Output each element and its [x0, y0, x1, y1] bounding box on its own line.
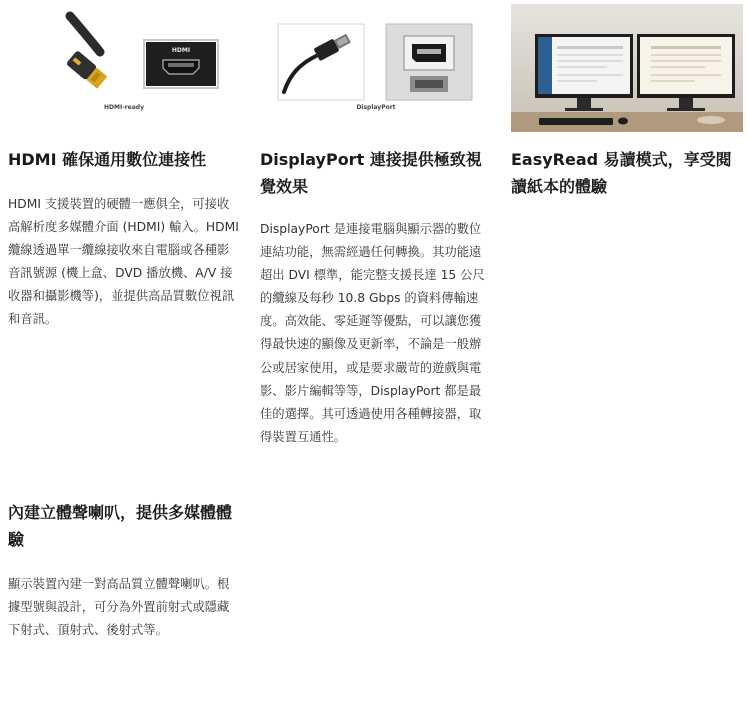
hdmi-image-caption: HDMI-ready: [104, 104, 144, 111]
displayport-image-caption: DisplayPort: [356, 104, 396, 111]
displayport-description: DisplayPort 是連接電腦與顯示器的數位連結功能，無需經過任何轉換。其功能遠超出 DVI 標準，能完整支援長達 15 公尺的纜線及每秒 10.8 Gbps 的資料傳輸速度。高效能、零延遲等優點，可以讓您獲得最快速的顯像及更新率，不論是一般辦公或居家使用，或是要求嚴苛的遊戲與電影、影片編輯等等，DisplayPort 都是最佳的選擇。其可透過使用各種轉接器，取得裝置互通性。: [260, 222, 485, 444]
easyread-feature: [511, 146, 743, 200]
hdmi-port-label: HDMI: [171, 47, 191, 54]
monitors-photo-icon: [511, 4, 743, 132]
speakers-heading: 內建立體聲喇叭，提供多媒體體驗: [8, 503, 233, 549]
displayport-feature: [260, 146, 492, 449]
hdmi-image: [8, 4, 240, 128]
hdmi-heading: HDMI 確保通用數位連接性: [8, 150, 207, 169]
speakers-description: 顯示裝置內建一對高品質立體聲喇叭。根據型號與設計，可分為外置前射式或隱藏下射式、頂射式、後射式等。: [8, 577, 230, 638]
hdmi-feature: [8, 146, 240, 332]
displayport-image: [260, 4, 492, 128]
easyread-image: [511, 4, 743, 132]
easyread-heading: EasyRead 易讀模式，享受閱讀紙本的體驗: [511, 150, 732, 196]
displayport-heading: DisplayPort 連接提供極致視覺效果: [260, 150, 482, 196]
speakers-feature: [8, 499, 240, 642]
hdmi-description: HDMI 支援裝置的硬體一應俱全，可接收高解析度多媒體介面 (HDMI) 輸入。HDMI 纜線透過單一纜線接收來自電腦或各種影音訊號源 (機上盒、DVD 播放機、A/V 接收器和攝影機等)，並提供高品質數位視訊和音訊。: [8, 197, 239, 327]
